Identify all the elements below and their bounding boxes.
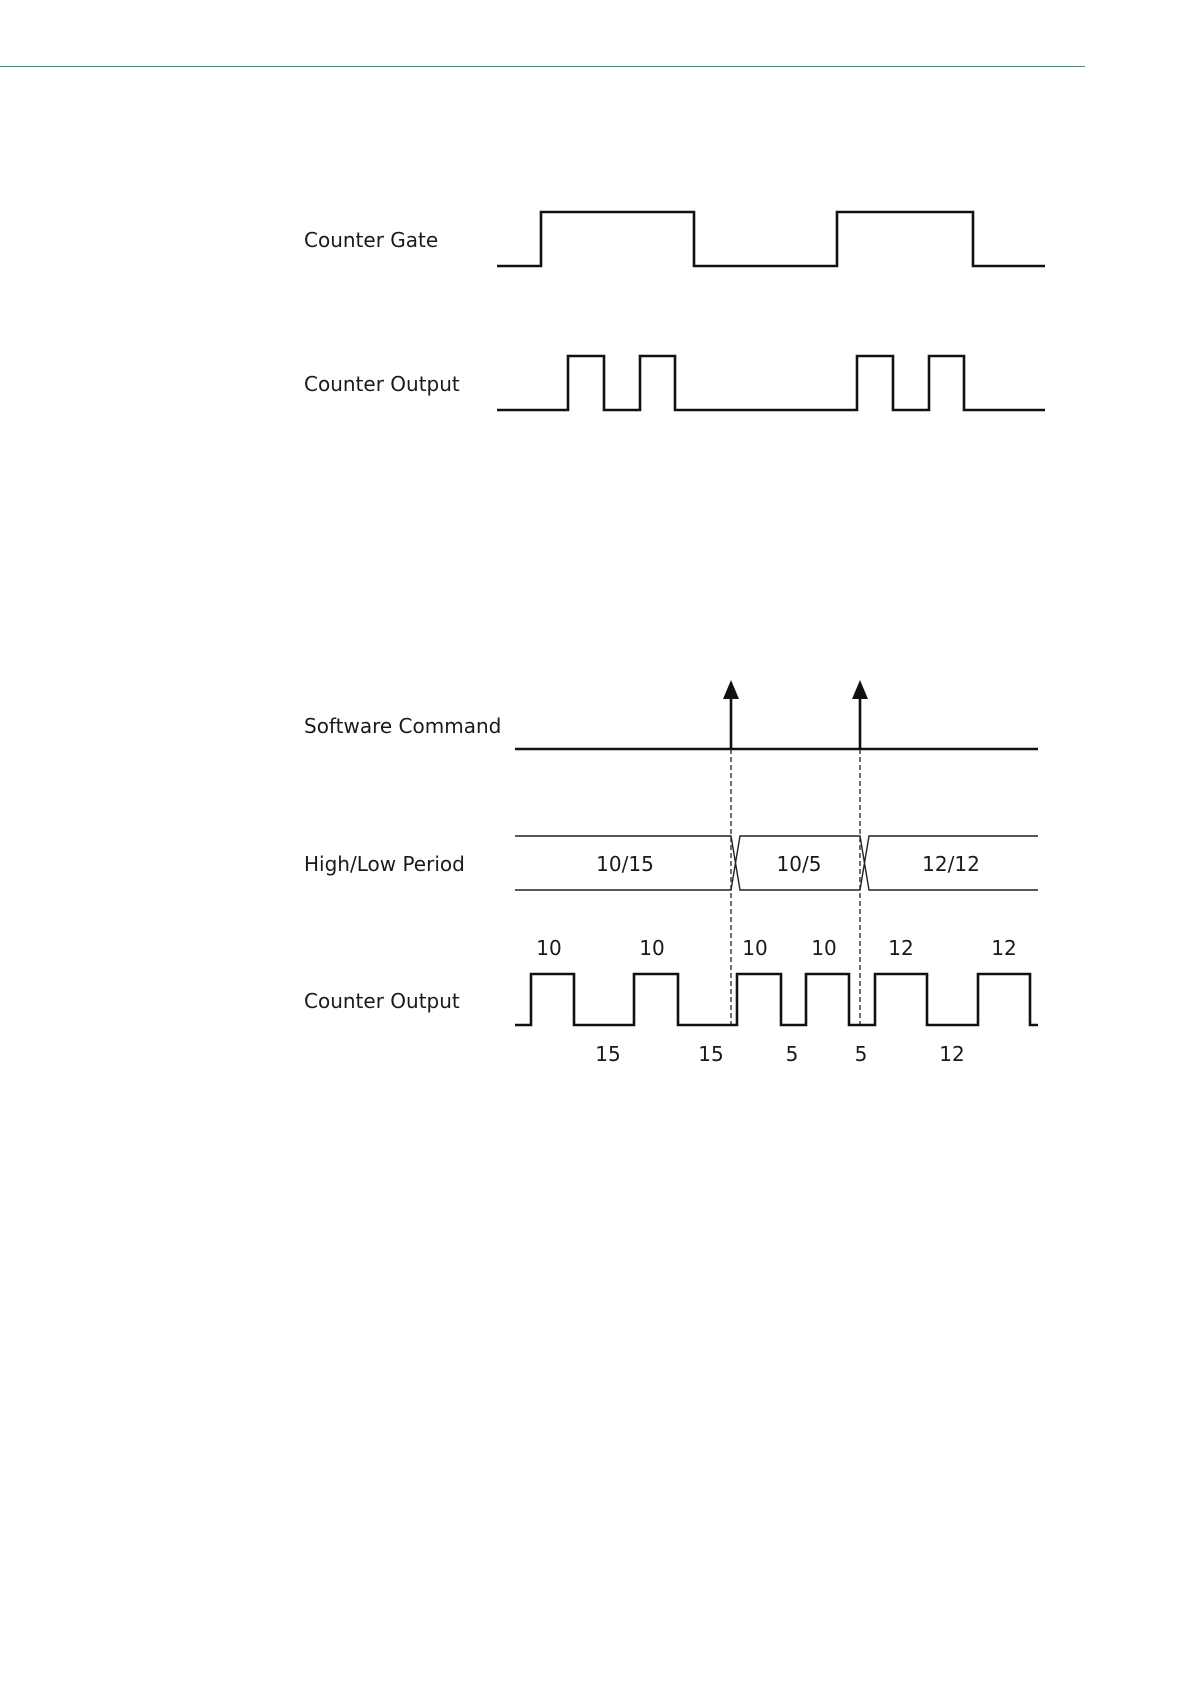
- high-duration-label: 10: [811, 936, 837, 960]
- gate-diagram: [304, 212, 1045, 410]
- low-duration-label: 5: [785, 1042, 799, 1066]
- low-duration-label: 5: [854, 1042, 868, 1066]
- high-duration-label: 12: [991, 936, 1017, 960]
- arrow-up-icon: [852, 680, 868, 699]
- high-low-period-label: High/Low Period: [304, 852, 465, 876]
- counter-output-label-2: Counter Output: [304, 989, 460, 1013]
- counter-gate-label: Counter Gate: [304, 228, 439, 252]
- low-duration-label: 15: [698, 1042, 724, 1066]
- period-segment-label: 10/5: [776, 852, 822, 876]
- low-duration-label: 12: [939, 1042, 965, 1066]
- low-duration-label: 15: [595, 1042, 621, 1066]
- counter-output-waveform-2: [515, 974, 1038, 1025]
- counter-output-label-1: Counter Output: [304, 372, 460, 396]
- high-duration-label: 10: [742, 936, 768, 960]
- high-duration-label: 12: [888, 936, 914, 960]
- high-duration-label: 10: [536, 936, 562, 960]
- period-segment-label: 10/15: [596, 852, 654, 876]
- software-command-diagram: [304, 680, 1038, 1066]
- period-segment-label: 12/12: [922, 852, 980, 876]
- arrow-up-icon: [723, 680, 739, 699]
- software-command-label: Software Command: [304, 714, 502, 738]
- counter-output-waveform-1: [497, 356, 1045, 410]
- counter-gate-waveform: [497, 212, 1045, 266]
- high-duration-label: 10: [639, 936, 665, 960]
